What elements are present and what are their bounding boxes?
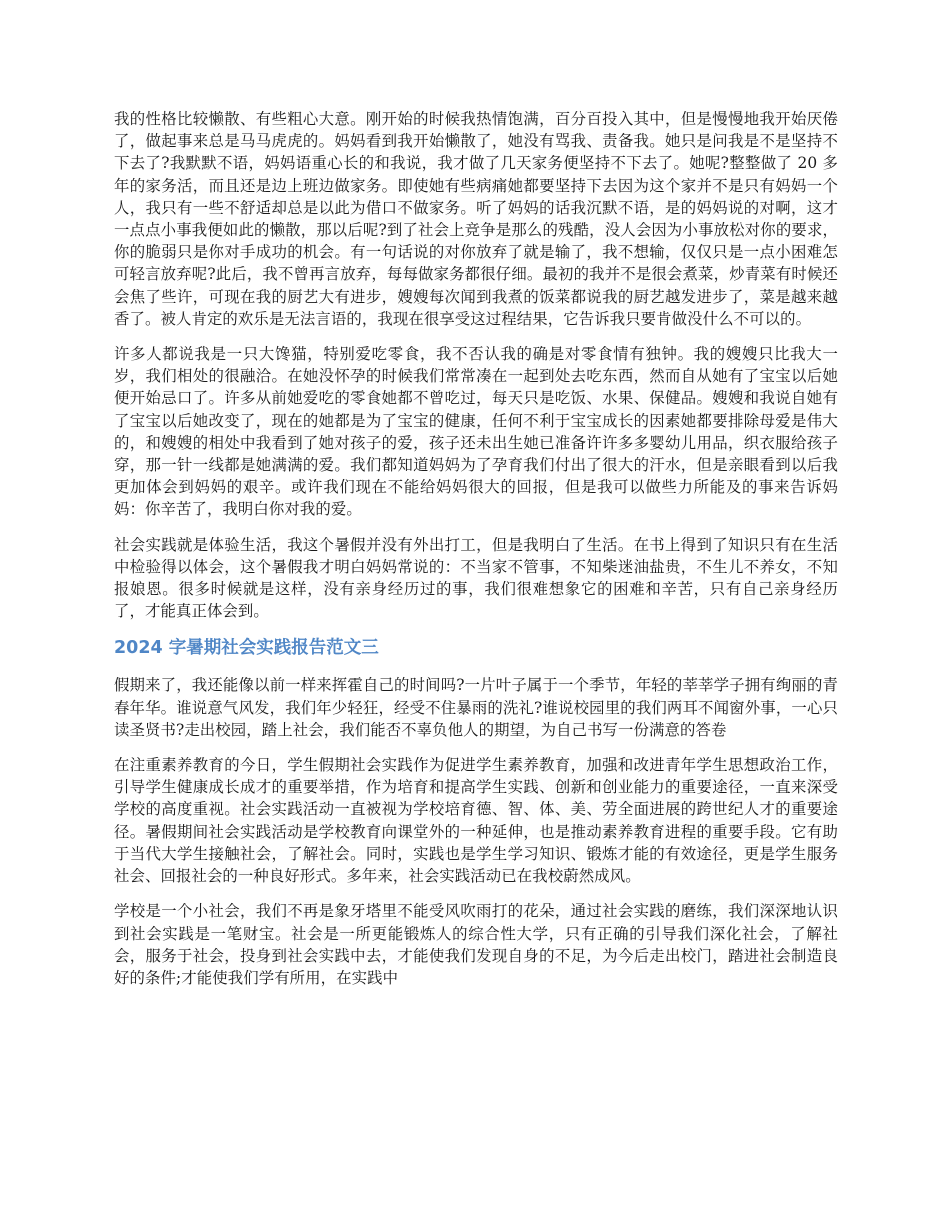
paragraph-holiday: 假期来了，我还能像以前一样来挥霍自己的时间吗?一片叶子属于一个季节，年轻的莘莘学子拥有绚丽的青春年华。谁说意气风发，我们年少轻狂，经受不住暴雨的洗礼?谁说校园里的我们两耳不闻窗外事，一心只读圣贤书?走出校园，踏上社会，我们能否不辜负他人的期望，为自己书写一份满意的答卷 <box>114 676 838 739</box>
paragraph-quality-education: 在注重素养教育的今日，学生假期社会实践作为促进学生素养教育，加强和改进青年学生思想政治工作，引导学生健康成长成才的重要举措，作为培育和提高学生实践、创新和创业能力的重要途径，一直来深受学校的高度重视。社会实践活动一直被视为学校培育德、智、体、美、劳全面进展的跨世纪人才的重要途径。暑假期间社会实践活动是学校教育向课堂外的一种延伸，也是推动素养教育进程的重要手段。它有助于当代大学生接触社会，了解社会。同时，实践也是学生学习知识、锻炼才能的有效途径，更是学生服务社会、回报社会的一种良好形式。多年来，社会实践活动已在我校蔚然成风。 <box>114 756 838 886</box>
paragraph-social-practice: 社会实践就是体验生活，我这个暑假并没有外出打工，但是我明白了生活。在书上得到了知识只有在生活中检验得以体会，这个暑假我才明白妈妈常说的：不当家不管事，不知柴迷油盐贵，不生儿不养女，不知报娘恩。很多时候就是这样，没有亲身经历过的事，我们很难想象它的困难和辛苦，只有自己亲身经历了，才能真正体会到。 <box>114 535 838 621</box>
paragraph-school-society: 学校是一个小社会，我们不再是象牙塔里不能受风吹雨打的花朵，通过社会实践的磨练，我们深深地认识到社会实践是一笔财宝。社会是一所更能锻炼人的综合性大学，只有正确的引导我们深化社会，了解社会，服务于社会，投身到社会实践中去，才能使我们发现自身的不足，为今后走出校门，踏进社会制造良好的条件;才能使我们学有所用，在实践中 <box>114 902 838 987</box>
document-body <box>114 108 838 1002</box>
paragraph-housework: 我的性格比较懒散、有些粗心大意。刚开始的时候我热情饱满，百分百投入其中，但是慢慢地我开始厌倦了，做起事来总是马马虎虎的。妈妈看到我开始懒散了，她没有骂我、责备我。她只是问我是不是坚持不下去了?我默默不语，妈妈语重心长的和我说，我才做了几天家务便坚持不下去了。她呢?整整做了 20 多年的家务活，而且还是边上班边做家务。即使她有些病痛她都要坚持下去因为这个家并不是只有妈妈一个人，我只有一些不舒适却总是以此为借口不做家务。听了妈妈的话我沉默不语，是的妈妈说的对啊，这才一点点小事我便如此的懒散，那以后呢?到了社会上竞争是那么的残酷，没人会因为小事放松对你的要求，你的脆弱只是你对手成功的机会。有一句话说的对你放弃了就是输了，我不想输，仅仅只是一点小困难怎可轻言放弃呢?此后，我不曾再言放弃，每每做家务都很仔细。最初的我并不是很会煮菜，炒青菜有时候还会焦了些许，可现在我的厨艺大有进步，嫂嫂每次闻到我煮的饭菜都说我的厨艺越发进步了，菜是越来越香了。被人肯定的欢乐是无法言语的，我现在很享受这过程结果，它告诉我只要肯做没什么不可以的。 <box>114 110 838 328</box>
paragraph-sister-in-law: 许多人都说我是一只大馋猫，特别爱吃零食，我不否认我的确是对零食情有独钟。我的嫂嫂只比我大一岁，我们相处的很融洽。在她没怀孕的时候我们常常凑在一起到处去吃东西，然而自从她有了宝宝以后她便开始忌口了。许多从前她爱吃的零食她都不曾吃过，每天只是吃饭、水果、保健品。嫂嫂和我说自她有了宝宝以后她改变了，现在的她都是为了宝宝的健康，任何不利于宝宝成长的因素她都要排除母爱是伟大的，和嫂嫂的相处中我看到了她对孩子的爱，孩子还未出生她已准备许许多多婴幼儿用品，织衣服给孩子穿，那一针一线都是她满满的爱。我们都知道妈妈为了孕育我们付出了很大的汗水，但是亲眼看到以后我更加体会到妈妈的艰辛。或许我们现在不能给妈妈很大的回报，但是我可以做些力所能及的事来告诉妈妈：你辛苦了，我明白你对我的爱。 <box>114 345 838 519</box>
section-heading: 2024 字暑期社会实践报告范文三 <box>114 638 379 659</box>
